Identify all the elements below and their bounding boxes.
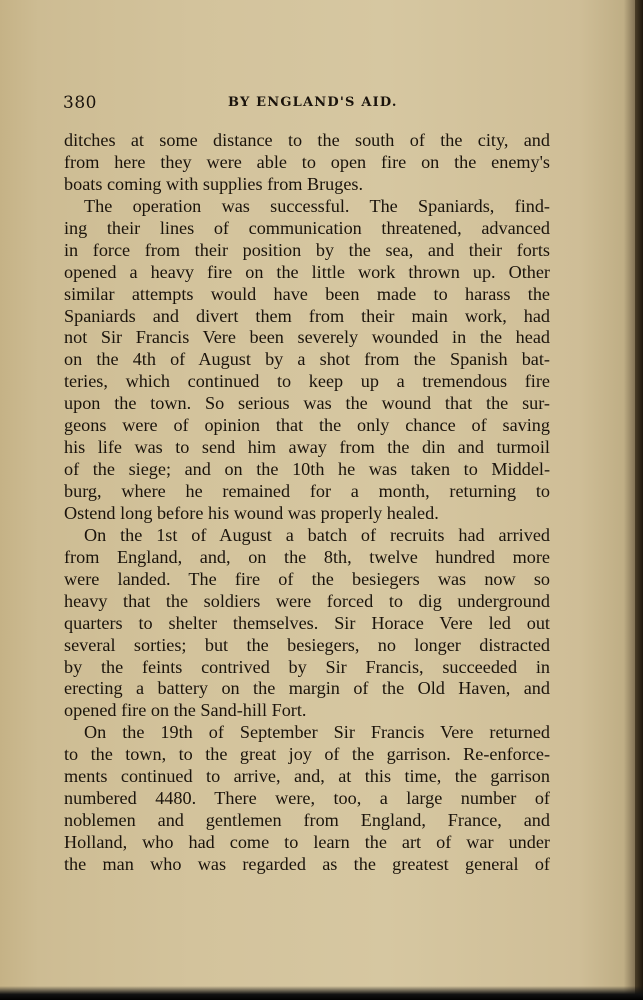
text-line: by the feints contrived by Sir Francis, succeeded in — [64, 656, 550, 677]
page-number: 380 — [63, 93, 97, 113]
paragraph — [64, 722, 550, 876]
text-line: ments continued to arrive, and, at this time, the garrison — [64, 766, 550, 787]
paragraph — [64, 130, 550, 196]
text-line: heavy that the soldiers were forced to dig underground — [64, 590, 550, 611]
text-line: were landed. The fire of the besiegers was now so — [64, 568, 550, 589]
text-line: geons were of opinion that the only chance of saving — [64, 415, 550, 436]
paragraph — [64, 525, 550, 722]
text-line: burg, where he remained for a month, returning to — [64, 481, 550, 501]
text-line: from here they were able to open fire on the enemy's — [64, 151, 550, 172]
text-line: similar attempts would have been made to harass the — [64, 283, 550, 304]
text-line: teries, which continued to keep up a tremendous fire — [64, 371, 550, 392]
text-line: noblemen and gentlemen from England, France, and — [64, 810, 550, 831]
text-line: of the siege; and on the 10th he was taken to Middel- — [64, 459, 550, 480]
text-line: boats coming with supplies from Bruges. — [64, 173, 364, 194]
text-line: in force from their position by the sea, and their forts — [64, 239, 550, 260]
text-line: not Sir Francis Vere been severely wounded in the head — [64, 327, 550, 348]
text-line: upon the town. So serious was the wound that the sur- — [64, 393, 550, 414]
text-line: Holland, who had come to learn the art of war under — [64, 832, 550, 852]
text-line: numbered 4480. There were, too, a large number of — [64, 788, 550, 809]
text-line: On the 19th of September Sir Francis Vere returned — [84, 722, 550, 743]
text-line: opened a heavy fire on the little work thrown up. Other — [64, 261, 550, 282]
text-line: from England, and, on the 8th, twelve hundred more — [64, 546, 550, 567]
text-line: on the 4th of August by a shot from the Spanish bat- — [64, 349, 550, 370]
text-line: several sorties; but the besiegers, no longer distracted — [64, 634, 550, 655]
text-line: his life was to send him away from the din and turmoil — [64, 437, 550, 458]
text-line: quarters to shelter themselves. Sir Horace Vere led out — [64, 612, 550, 633]
text-line: to the town, to the great joy of the garrison. Re-enforce- — [64, 744, 550, 765]
text-line: ditches at some distance to the south of the city, and — [64, 130, 550, 150]
page-header — [63, 93, 552, 117]
text-line: opened fire on the Sand-hill Fort. — [64, 700, 307, 721]
text-line: erecting a battery on the margin of the Old Haven, and — [64, 678, 550, 699]
text-line: ing their lines of communication threatened, advanced — [64, 217, 550, 238]
body-text — [64, 130, 550, 876]
text-line: The operation was successful. The Spaniards, find- — [84, 195, 550, 216]
text-line: Spaniards and divert them from their main work, had — [64, 305, 550, 326]
text-line: On the 1st of August a batch of recruits had arrived — [84, 524, 550, 545]
running-head: BY ENGLAND'S AID. — [228, 95, 398, 110]
text-line: Ostend long before his wound was properly healed. — [64, 502, 439, 523]
text-line: the man who was regarded as the greatest general of — [64, 853, 550, 874]
page-bottom-shadow — [0, 986, 643, 1000]
paragraph — [64, 196, 550, 525]
page-edge-shadow — [635, 0, 643, 1000]
